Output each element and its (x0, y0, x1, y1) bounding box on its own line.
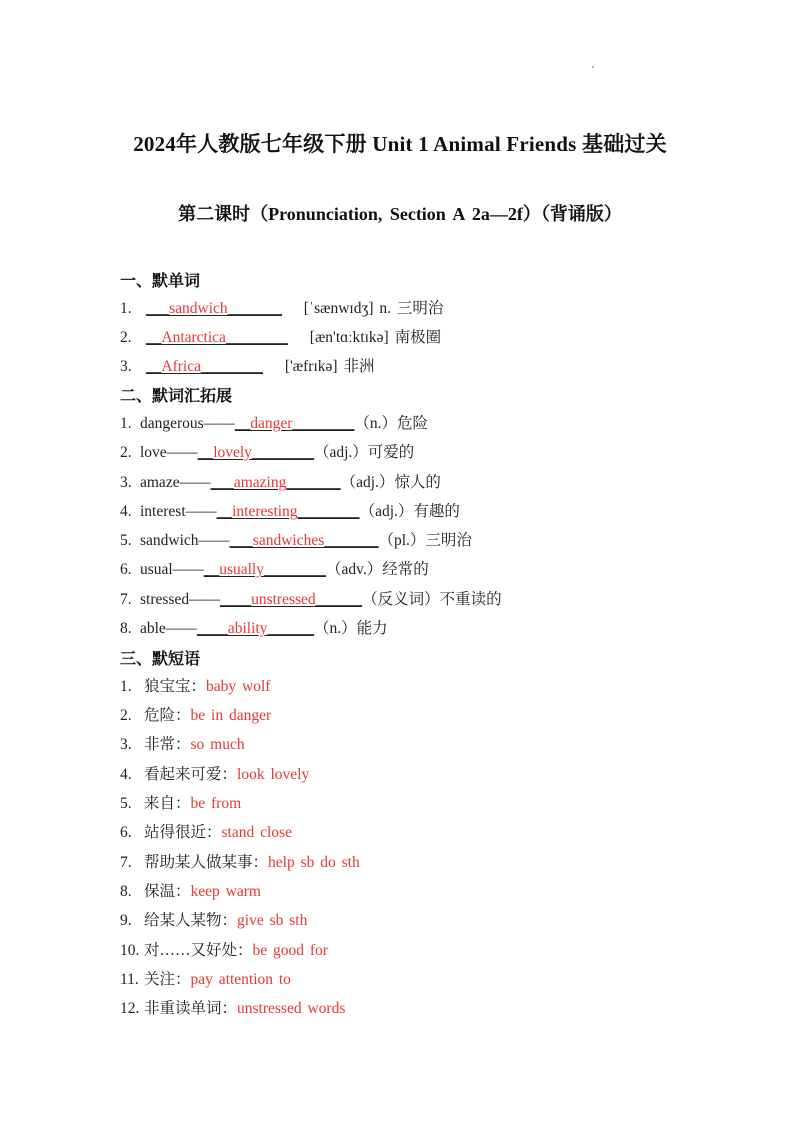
base-word: love—— (140, 444, 198, 461)
item-number: 12. (120, 1000, 140, 1017)
phrase-item (120, 850, 360, 872)
base-word: dangerous—— (140, 415, 235, 432)
item-number: 4. (120, 766, 132, 783)
base-word: interest—— (140, 503, 217, 520)
phrase-en: help sb do sth (268, 854, 360, 871)
phrase-en: stand close (221, 824, 292, 841)
phonetic: [ˈsænwɪdʒ] (303, 300, 374, 317)
word-meaning: （adj.）惊人的 (340, 474, 441, 491)
item-number: 7. (120, 591, 132, 608)
extension-item (120, 499, 460, 521)
answer-text: amazing (233, 474, 287, 491)
answer-blank: ___sandwiches_______ (229, 532, 379, 549)
item-number: 2. (120, 444, 132, 461)
phrase-item (120, 879, 261, 901)
decorative-dot (592, 66, 594, 68)
word-meaning: （adj.）可爱的 (313, 444, 415, 461)
base-word: amaze—— (140, 474, 211, 491)
phrase-cn: 站得很近： (144, 824, 222, 841)
phrase-cn: 狼宝宝： (144, 678, 207, 695)
item-number: 7. (120, 854, 132, 871)
word-meaning: （adj.）有趣的 (359, 503, 460, 520)
phrase-cn: 帮助某人做某事： (144, 854, 269, 871)
word-meaning: （n.）危险 (354, 415, 429, 432)
phrase-en: give sb sth (237, 912, 308, 929)
extension-item (120, 528, 472, 550)
phrase-item (120, 938, 328, 960)
extension-item (120, 411, 428, 433)
item-number: 6. (120, 824, 132, 841)
item-number: 2. (120, 707, 132, 724)
answer-text: Africa (161, 358, 201, 375)
item-number: 1. (120, 678, 132, 695)
answer-text: interesting (232, 503, 298, 520)
word-item (120, 296, 443, 318)
phrase-item (120, 674, 270, 696)
item-number: 3. (120, 736, 132, 753)
page-title: 2024年人教版七年级下册 Unit 1 Animal Friends 基础过关 (133, 132, 667, 156)
item-number: 3. (120, 358, 132, 375)
word-meaning: （adv.）经常的 (326, 561, 429, 578)
phrase-cn: 非常： (144, 736, 191, 753)
phrase-item (120, 791, 241, 813)
section-heading-vocab-extension: 二、默词汇拓展 (120, 386, 233, 405)
phonetic: ['æfrɪkə] (284, 358, 338, 375)
word-meaning: （n.）能力 (313, 620, 388, 637)
extension-item (120, 440, 414, 462)
answer-text: lovely (213, 444, 252, 461)
item-number: 8. (120, 883, 132, 900)
meaning: 南极圈 (394, 329, 442, 346)
extension-item (120, 470, 441, 492)
extension-item (120, 587, 502, 609)
item-number: 11. (120, 971, 139, 988)
phrase-item (120, 996, 345, 1018)
answer-blank: ____unstressed______ (220, 591, 363, 608)
phrase-item (120, 732, 245, 754)
phrase-cn: 危险： (144, 707, 191, 724)
word-item (120, 354, 374, 376)
phrase-cn: 给某人某物： (144, 912, 238, 929)
item-number: 1. (120, 415, 132, 432)
item-number: 9. (120, 912, 132, 929)
base-word: sandwich—— (140, 532, 230, 549)
item-number: 3. (120, 474, 132, 491)
phrase-item (120, 908, 307, 930)
phrase-en: be good for (252, 942, 328, 959)
phrase-en: unstressed words (237, 1000, 346, 1017)
phonetic: [æn'tɑːktɪkə] (309, 329, 389, 346)
base-word: stressed—— (140, 591, 221, 608)
phrase-cn: 关注： (144, 971, 191, 988)
phrase-cn: 保温： (144, 883, 191, 900)
meaning: n. 三明治 (379, 300, 444, 317)
phrase-item (120, 820, 292, 842)
answer-text: sandwiches (252, 532, 325, 549)
answer-blank: __lovely________ (197, 444, 314, 461)
phrase-en: be from (190, 795, 242, 812)
word-item (120, 325, 441, 347)
section-heading-words: 一、默单词 (120, 271, 201, 290)
answer-text: unstressed (251, 591, 316, 608)
extension-item (120, 557, 429, 579)
phrase-cn: 非重读单词： (144, 1000, 238, 1017)
extension-item (120, 616, 388, 638)
item-number: 2. (120, 329, 132, 346)
item-number: 5. (120, 795, 132, 812)
answer-blank: __Africa________ (145, 358, 263, 375)
phrase-item (120, 703, 271, 725)
answer-text: sandwich (169, 300, 228, 317)
answer-blank: ___sandwich_______ (145, 300, 282, 317)
phrase-cn: 看起来可爱： (144, 766, 238, 783)
answer-text: usually (219, 561, 264, 578)
meaning: 非洲 (343, 358, 375, 375)
phrase-cn: 对……又好处： (144, 942, 253, 959)
base-word: usual—— (140, 561, 204, 578)
base-word: able—— (140, 620, 197, 637)
answer-blank: __danger________ (234, 415, 355, 432)
section-heading-phrases: 三、默短语 (120, 649, 201, 668)
phrase-en: look lovely (237, 766, 310, 783)
answer-blank: __usually________ (203, 561, 326, 578)
answer-blank: ___amazing_______ (210, 474, 341, 491)
word-meaning: （反义词）不重读的 (362, 591, 502, 608)
item-number: 6. (120, 561, 132, 578)
item-number: 10. (120, 942, 140, 959)
phrase-en: baby wolf (206, 678, 271, 695)
item-number: 8. (120, 620, 132, 637)
phrase-en: pay attention to (190, 971, 291, 988)
answer-blank: ____ability______ (196, 620, 314, 637)
answer-text: ability (227, 620, 268, 637)
answer-blank: __interesting________ (216, 503, 360, 520)
page-subtitle: 第二课时（Pronunciation, Section A 2a—2f）（背诵版） (178, 204, 622, 224)
answer-text: danger (250, 415, 293, 432)
answer-text: Antarctica (161, 329, 226, 346)
phrase-en: keep warm (190, 883, 261, 900)
phrase-item (120, 967, 291, 989)
phrase-en: be in danger (190, 707, 272, 724)
phrase-item (120, 762, 309, 784)
item-number: 4. (120, 503, 132, 520)
item-number: 1. (120, 300, 132, 317)
word-meaning: （pl.）三明治 (378, 532, 472, 549)
item-number: 5. (120, 532, 132, 549)
phrase-cn: 来自： (144, 795, 191, 812)
answer-blank: __Antarctica________ (145, 329, 288, 346)
phrase-en: so much (190, 736, 245, 753)
